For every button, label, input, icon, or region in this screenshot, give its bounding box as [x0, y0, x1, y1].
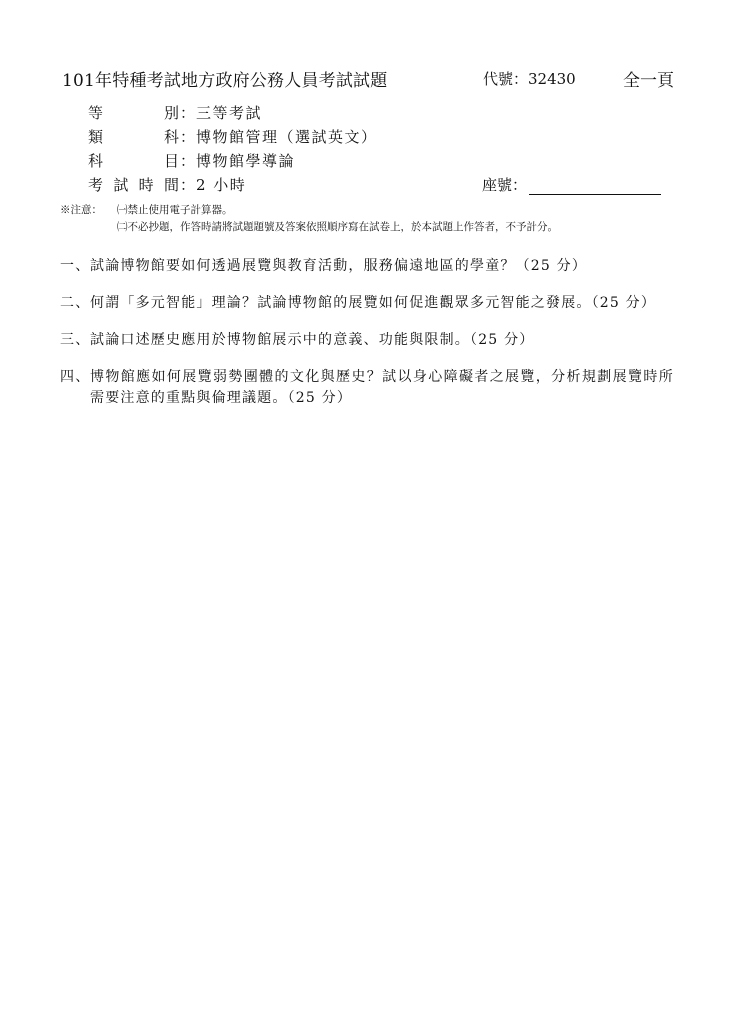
question-item	[60, 293, 674, 314]
info-colon: ：	[180, 175, 196, 194]
question-list	[60, 256, 674, 425]
info-value-subject: 博物館學導論	[196, 151, 296, 170]
question-text: 試論口述歷史應用於博物館展示中的意義、功能與限制。（25 分）	[90, 332, 535, 348]
exam-notes	[60, 201, 558, 235]
question-text: 博物館應如何展覽弱勢團體的文化與歷史？試以身心障礙者之展覽，分析規劃展覽時所需要注意的重點與倫理議題。（25 分）	[90, 369, 674, 406]
info-row-category	[88, 124, 378, 148]
exam-info	[88, 100, 378, 196]
seat-blank-line[interactable]	[529, 178, 661, 195]
info-colon: ：	[180, 103, 196, 122]
seat-label: 座號：	[482, 176, 528, 194]
question-number: 三、	[60, 332, 91, 348]
question-text: 試論博物館要如何透過展覽與教育活動，服務偏遠地區的學童？（25 分）	[90, 258, 588, 274]
question-item	[60, 256, 674, 277]
info-colon: ：	[180, 127, 196, 146]
info-row-level	[88, 100, 378, 124]
info-label-duration: 考試時間	[88, 175, 180, 194]
info-label-level: 等別	[88, 103, 180, 122]
question-number: 一、	[60, 258, 91, 274]
question-number: 二、	[60, 295, 91, 311]
note-row	[60, 218, 558, 235]
note-item-2: ㈡不必抄題，作答時請將試題題號及答案依照順序寫在試卷上，於本試題上作答者，不予計分。	[117, 221, 558, 233]
info-colon: ：	[180, 151, 196, 170]
info-value-duration: 2 小時	[196, 175, 247, 194]
question-text: 何謂「多元智能」理論？試論博物館的展覽如何促進觀眾多元智能之發展。（25 分）	[90, 295, 657, 311]
note-item-1: ㈠禁止使用電子計算器。	[117, 204, 233, 216]
page-count: 全一頁	[623, 71, 674, 91]
question-number: 四、	[60, 369, 91, 385]
question-item	[60, 367, 674, 409]
info-value-level: 三等考試	[196, 103, 263, 122]
seat-number	[482, 174, 661, 195]
info-label-category: 類科	[88, 127, 180, 146]
info-value-category: 博物館管理（選試英文）	[196, 127, 378, 146]
exam-header	[62, 66, 674, 90]
note-prefix: ※注意：	[60, 204, 102, 216]
exam-code: 代號：32430	[483, 70, 576, 88]
info-row-subject	[88, 148, 378, 172]
info-row-duration	[88, 172, 378, 196]
info-label-subject: 科目	[88, 151, 180, 170]
exam-title: 101年特種考試地方政府公務人員考試試題	[62, 71, 388, 91]
note-row	[60, 201, 558, 218]
question-item	[60, 330, 674, 351]
